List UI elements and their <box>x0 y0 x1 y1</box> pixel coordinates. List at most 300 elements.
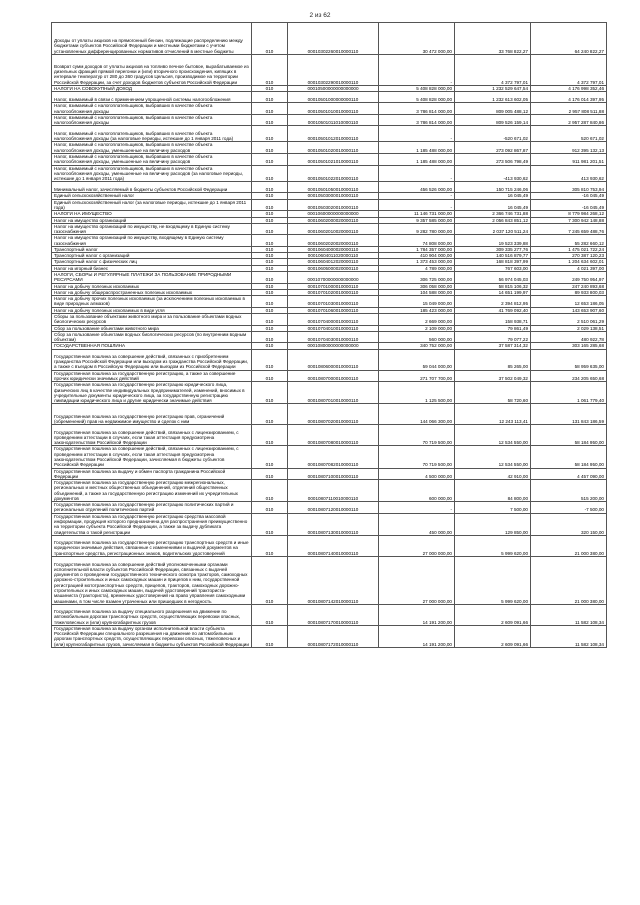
row-executed: 5 999 620,00 <box>455 556 531 604</box>
row-unexecuted: 7 245 659 488,76 <box>531 223 607 235</box>
row-unexecuted: 4 176 998 352,46 <box>531 86 607 92</box>
row-budget-code: 00010501022010000110 <box>288 165 379 182</box>
row-approved: 1 373 453 000,00 <box>379 259 455 265</box>
row-name: Возврат сумм доходов от уплаты акцизов на топливо печное бытовое, вырабатываемое из дизельных фракций прямой перегонки и (или) вторичного происхождения, кипящих в интервале температур от 280 до 360 градусов Цельсия, производимое на территории Российской Федерации, за счет доходов бюджетов субъектов Российской Федерации <box>52 55 252 86</box>
row-budget-code: 00010503020010000110 <box>288 199 379 211</box>
row-line-code: 010 <box>252 235 288 247</box>
row-executed: 809 526 159,14 <box>455 114 531 126</box>
row-unexecuted: 2 029 138,51 <box>531 325 607 331</box>
table-row <box>52 92 607 103</box>
row-approved: 306 058 000,00 <box>379 283 455 289</box>
table-row <box>52 625 607 647</box>
row-line-code: 010 <box>252 265 288 271</box>
table-row <box>52 289 607 295</box>
row-unexecuted: 305 810 753,94 <box>531 182 607 193</box>
row-approved: 11 146 731 000,00 <box>379 211 455 217</box>
row-name: Налог на имущество организаций <box>52 217 252 223</box>
row-name: Налог, взимаемый с налогоплательщиков, выбравших в качестве объекта налогообложения доходы, уменьшенные на величину расходов <box>52 142 252 154</box>
row-executed: 41 769 092,40 <box>455 307 531 313</box>
row-unexecuted: 89 933 800,03 <box>531 289 607 295</box>
row-name: Доходы от уплаты акцизов на прямогонный бензин, подлежащие распределению между бюджетами субъектов Российской Федерации и местными бюджетами с учетом установленных дифференцированных нормативов отчислений в местные бюджеты <box>52 23 252 55</box>
row-unexecuted: 249 750 954,97 <box>531 272 607 284</box>
row-name: Налог на игорный бизнес <box>52 265 252 271</box>
row-unexecuted: 480 922,78 <box>531 331 607 343</box>
row-executed: 14 651 199,97 <box>455 289 531 295</box>
row-name: Налог, взимаемый с налогоплательщиков, выбравших в качестве объекта налогообложения доходы (за налоговые периоды, истекшие до 1 января 2011 года) <box>52 126 252 142</box>
income-report-table <box>51 22 607 648</box>
row-approved: 600 000,00 <box>379 480 455 502</box>
row-budget-code: 00010807100010000110 <box>288 468 379 480</box>
row-unexecuted: 1 475 021 722,24 <box>531 246 607 252</box>
row-name: Налог, взимаемый с налогоплательщиков, выбравших в качестве объекта налогообложения доходы, уменьшенные на величину расходов <box>52 153 252 165</box>
row-budget-code: 00010602020020000110 <box>288 235 379 247</box>
row-budget-code: 00010604000020000110 <box>288 246 379 252</box>
row-budget-code: 00010701000010000110 <box>288 283 379 289</box>
row-unexecuted: 58 184 950,00 <box>531 446 607 468</box>
table-row <box>52 325 607 331</box>
row-executed: -413 930,62 <box>455 165 531 182</box>
row-budget-code: 00010807120010000110 <box>288 502 379 514</box>
row-unexecuted: 12 653 186,05 <box>531 296 607 308</box>
row-executed: 19 523 339,88 <box>455 235 531 247</box>
row-executed: 809 005 488,12 <box>455 103 531 115</box>
row-budget-code: 00010302290010000110 <box>288 55 379 86</box>
row-unexecuted: 270 387 120,23 <box>531 253 607 259</box>
row-name: Налог, взимаемый с налогоплательщиков, выбравших в качестве объекта налогообложения доходы <box>52 103 252 115</box>
row-approved: 15 049 000,00 <box>379 296 455 308</box>
row-executed: 309 335 277,76 <box>455 246 531 252</box>
row-approved: - <box>379 165 455 182</box>
table-row <box>52 425 607 446</box>
row-budget-code: 00010501012010000110 <box>288 126 379 142</box>
row-line-code: 010 <box>252 370 288 382</box>
row-executed: 129 850,00 <box>455 513 531 535</box>
row-approved: 1 185 488 000,00 <box>379 142 455 154</box>
row-line-code: 010 <box>252 199 288 211</box>
row-executed: 16 045,49 <box>455 193 531 199</box>
row-approved: 185 423 000,00 <box>379 307 455 313</box>
row-budget-code: 00010701060010000110 <box>288 307 379 313</box>
row-unexecuted: 58 959 635,00 <box>531 349 607 370</box>
row-approved: 5 408 828 000,00 <box>379 92 455 103</box>
row-budget-code: 00010501000000000110 <box>288 92 379 103</box>
row-executed: 1 232 529 647,54 <box>455 86 531 92</box>
row-approved: 9 282 780 000,00 <box>379 223 455 235</box>
row-line-code: 010 <box>252 535 288 556</box>
table-row <box>52 556 607 604</box>
row-executed: 158 938,71 <box>455 314 531 326</box>
row-executed: 4 372 797,01 <box>455 55 531 86</box>
row-budget-code: 00010501050010000110 <box>288 182 379 193</box>
row-line-code: 010 <box>252 349 288 370</box>
row-line-code: 010 <box>252 217 288 223</box>
row-name: Единый сельскохозяйственный налог (за налоговые периоды, истекшие до 1 января 2011 года) <box>52 199 252 211</box>
row-unexecuted: 55 282 660,12 <box>531 235 607 247</box>
row-approved: 70 719 500,00 <box>379 425 455 446</box>
row-line-code: 010 <box>252 325 288 331</box>
row-line-code: 010 <box>252 103 288 115</box>
row-approved: 59 044 000,00 <box>379 349 455 370</box>
table-row <box>52 165 607 182</box>
row-unexecuted: 320 150,00 <box>531 513 607 535</box>
row-name: НАЛОГИ НА СОВОКУПНЫЙ ДОХОД <box>52 86 252 92</box>
row-executed: 150 715 246,06 <box>455 182 531 193</box>
row-executed: 5 999 620,00 <box>455 535 531 556</box>
row-name: Государственная пошлина за государственную регистрацию межрегиональных, региональных и местных общественных объединений, отделений общественных объединений, а также за государственную регистрацию изменений их учредительных документов <box>52 480 252 502</box>
table-row <box>52 142 607 154</box>
row-unexecuted: 11 582 108,34 <box>531 625 607 647</box>
row-budget-code: 00010807082010000110 <box>288 446 379 468</box>
row-approved: 4 789 000,00 <box>379 265 455 271</box>
row-line-code: 010 <box>252 314 288 326</box>
row-budget-code: 00010701020010000110 <box>288 289 379 295</box>
row-line-code: 010 <box>252 259 288 265</box>
row-approved: 450 000,00 <box>379 513 455 535</box>
row-budget-code: 00010807080010000110 <box>288 425 379 446</box>
row-line-code: 010 <box>252 142 288 154</box>
row-name: Налог на добычу полезных ископаемых <box>52 283 252 289</box>
row-budget-code: 00010605000020000110 <box>288 265 379 271</box>
row-executed: 58 815 106,32 <box>455 283 531 289</box>
row-executed: 12 243 113,41 <box>455 404 531 425</box>
row-name: Государственная пошлина за государственную регистрацию транспортных средств и иные юридически значимые действия, связанные с изменениями и выдачей документов на транспортные средства, регистрационных знаков, водительских удостоверений <box>52 535 252 556</box>
table-row <box>52 259 607 265</box>
row-name: Налог, взимаемый в связи с применением упрощенной системы налогообложения <box>52 92 252 103</box>
row-line-code: 010 <box>252 296 288 308</box>
row-unexecuted: 4 176 014 397,95 <box>531 92 607 103</box>
row-name: Государственная пошлина за выдачу специального разрешения на движение по автомобильным дорогам транспортных средств, осуществляющих перевозки опасных, тяжеловесных и (или) крупногабаритных грузов <box>52 604 252 625</box>
row-approved: 104 588 000,00 <box>379 289 455 295</box>
row-name: Транспортный налог с физических лиц <box>52 259 252 265</box>
row-name: Сборы за пользование объектами животного мира и за пользование объектами водных биологических ресурсов <box>52 314 252 326</box>
row-unexecuted: 912 395 132,13 <box>531 142 607 154</box>
row-unexecuted: 303 165 285,68 <box>531 343 607 349</box>
row-unexecuted: 58 184 950,00 <box>531 425 607 446</box>
row-name: Транспортный налог с организаций <box>52 253 252 259</box>
table-row <box>52 283 607 289</box>
row-executed: 37 502 049,32 <box>455 370 531 382</box>
row-budget-code: 00010704010010000110 <box>288 325 379 331</box>
row-executed: 273 092 867,87 <box>455 142 531 154</box>
row-unexecuted: 143 653 907,60 <box>531 307 607 313</box>
table-row <box>52 307 607 313</box>
row-approved: 5 408 828 000,00 <box>379 86 455 92</box>
row-name: Налог, взимаемый с налогоплательщиков, выбравших в качестве объекта налогообложения доходы, уменьшенные на величину расходов (за налоговые периоды, истекшие до 1 января 2011 года) <box>52 165 252 182</box>
row-line-code: 010 <box>252 343 288 349</box>
row-line-code: 010 <box>252 604 288 625</box>
row-budget-code: 00010602010020000110 <box>288 223 379 235</box>
row-name: Налог на имущество организаций по имуществу, входящему в Единую систему газоснабжения <box>52 235 252 247</box>
row-unexecuted: 520 671,02 <box>531 126 607 142</box>
row-budget-code: 00010701030010000110 <box>288 296 379 308</box>
row-approved: 410 904 000,00 <box>379 253 455 259</box>
table-row <box>52 446 607 468</box>
row-name: Сбор за пользование объектами животного мира <box>52 325 252 331</box>
row-name: Государственная пошлина за выдачу органом исполнительной власти субъекта Российской Федерации специального разрешения на движение по автомобильным дорогам транспортных средств, осуществляющих перевозки опасных, тяжеловесных и (или) крупногабаритных грузов, зачисляемая в бюджеты субъектов Российской Федерации <box>52 625 252 647</box>
row-line-code: 010 <box>252 223 288 235</box>
row-budget-code: 00010704000010000110 <box>288 314 379 326</box>
table-row <box>52 103 607 115</box>
row-budget-code: 00010800000000000000 <box>288 343 379 349</box>
table-row <box>52 535 607 556</box>
row-executed: 2 394 812,95 <box>455 296 531 308</box>
row-unexecuted: 413 930,62 <box>531 165 607 182</box>
row-unexecuted: 4 457 090,00 <box>531 468 607 480</box>
row-line-code: 010 <box>252 289 288 295</box>
row-budget-code: 00010807130010000110 <box>288 513 379 535</box>
table-row <box>52 182 607 193</box>
row-unexecuted: 2 957 287 840,86 <box>531 114 607 126</box>
row-line-code: 010 <box>252 126 288 142</box>
row-line-code: 010 <box>252 502 288 514</box>
row-budget-code: 00010600000000000000 <box>288 211 379 217</box>
row-unexecuted: 911 981 201,51 <box>531 153 607 165</box>
row-budget-code: 00010500000000000000 <box>288 86 379 92</box>
row-approved: 14 191 200,00 <box>379 604 455 625</box>
table-row <box>52 126 607 142</box>
row-unexecuted: -16 045,49 <box>531 193 607 199</box>
table-row <box>52 272 607 284</box>
row-unexecuted: 234 205 650,68 <box>531 370 607 382</box>
row-line-code: 010 <box>252 86 288 92</box>
row-line-code: 010 <box>252 193 288 199</box>
table-row <box>52 404 607 425</box>
table-row <box>52 223 607 235</box>
row-approved: - <box>379 199 455 211</box>
row-unexecuted: 1 061 779,40 <box>531 382 607 404</box>
row-line-code: 010 <box>252 153 288 165</box>
row-executed: 2 056 843 851,12 <box>455 217 531 223</box>
row-approved: 27 000 000,00 <box>379 535 455 556</box>
row-approved: 70 719 500,00 <box>379 446 455 468</box>
row-approved: 27 000 000,00 <box>379 556 455 604</box>
row-budget-code: 00010302260010000110 <box>288 23 379 55</box>
table-row <box>52 114 607 126</box>
table-row <box>52 480 607 502</box>
row-approved: 14 191 200,00 <box>379 625 455 647</box>
row-line-code: 010 <box>252 404 288 425</box>
row-executed: 12 534 550,00 <box>455 425 531 446</box>
row-budget-code: 00010807140010000110 <box>288 535 379 556</box>
row-name: Единый сельскохозяйственный налог <box>52 193 252 199</box>
row-executed: 79 077,22 <box>455 331 531 343</box>
row-budget-code: 00010807000010000110 <box>288 370 379 382</box>
row-budget-code: 00010807110010000110 <box>288 480 379 502</box>
row-approved: 9 357 585 000,00 <box>379 217 455 223</box>
row-executed: 33 768 822,27 <box>455 23 531 55</box>
row-budget-code: 00010807170010000110 <box>288 604 379 625</box>
row-unexecuted: 8 779 984 268,12 <box>531 211 607 217</box>
row-name: Налог на добычу полезных ископаемых в виде угля <box>52 307 252 313</box>
row-approved: 306 725 000,00 <box>379 272 455 284</box>
row-executed: 168 818 397,99 <box>455 259 531 265</box>
row-approved: - <box>379 126 455 142</box>
row-executed: 2 609 091,66 <box>455 604 531 625</box>
row-budget-code: 00010501021010000110 <box>288 153 379 165</box>
table-row <box>52 349 607 370</box>
row-name: Государственная пошлина за совершение действий, связанных с лицензированием, с проведением аттестации в случаях, если такая аттестация предусмотрена законодательством Российской Федерации <box>52 425 252 446</box>
table-row <box>52 23 607 55</box>
row-line-code: 010 <box>252 92 288 103</box>
row-unexecuted: 2 957 808 511,88 <box>531 103 607 115</box>
table-row <box>52 370 607 382</box>
row-name: Сбор за пользование объектами водных биологических ресурсов (по внутренним водным объектам) <box>52 331 252 343</box>
row-unexecuted: 64 240 822,27 <box>531 23 607 55</box>
row-approved: 271 707 700,00 <box>379 370 455 382</box>
row-line-code: 010 <box>252 446 288 468</box>
row-name: Минимальный налог, зачисляемый в бюджеты субъектов Российской Федерации <box>52 182 252 193</box>
table-body <box>52 23 607 648</box>
row-name: Транспортный налог <box>52 246 252 252</box>
row-name: Налог, взимаемый с налогоплательщиков, выбравших в качестве объекта налогообложения доходы <box>52 114 252 126</box>
row-line-code: 010 <box>252 55 288 86</box>
row-executed: 2 609 091,66 <box>455 625 531 647</box>
row-executed: 12 534 550,00 <box>455 446 531 468</box>
row-budget-code: 00010807172010000110 <box>288 625 379 647</box>
row-executed: 140 516 879,77 <box>455 253 531 259</box>
row-name: Государственная пошлина за совершение действий уполномоченными органами исполнительной власти субъектов Российской Федерации, связанных с выдачей документов о проведении государственного технического осмотра тракторов, самоходных дорожно-строительных и иных самоходных машин и прицепов к ним, государственной регистрацией мототранспортных средств, прицепов, тракторов, самоходных дорожно-строительных и иных самоходных машин, выдачей удостоверений тракториста-машиниста (тракториста), временных удостоверений на право управления самоходными машинами, в том числе взамен утраченных или пришедших в негодность <box>52 556 252 604</box>
row-unexecuted: 131 843 186,59 <box>531 404 607 425</box>
row-approved: 2 669 000,00 <box>379 314 455 326</box>
table-row <box>52 235 607 247</box>
table-row <box>52 153 607 165</box>
table-row <box>52 382 607 404</box>
row-line-code: 010 <box>252 468 288 480</box>
table-row <box>52 468 607 480</box>
row-executed: 56 974 045,03 <box>455 272 531 284</box>
row-unexecuted: 4 021 397,00 <box>531 265 607 271</box>
row-unexecuted: 1 204 634 602,01 <box>531 259 607 265</box>
row-unexecuted: 4 372 797,01 <box>531 55 607 86</box>
row-unexecuted: 11 582 108,34 <box>531 604 607 625</box>
row-line-code: 010 <box>252 513 288 535</box>
row-name: Государственная пошлина за совершение действий, связанных с приобретением гражданства Российской Федерации или выходом из гражданства Российской Федерации, а также с въездом в Российскую Федерацию или выездом из Российской Федерации <box>52 349 252 370</box>
row-executed: 42 910,00 <box>455 468 531 480</box>
row-executed: 7 500,00 <box>455 502 531 514</box>
table-row <box>52 331 607 343</box>
row-line-code: 010 <box>252 480 288 502</box>
row-line-code: 010 <box>252 625 288 647</box>
table-row <box>52 513 607 535</box>
row-executed: 85 265,00 <box>455 349 531 370</box>
row-executed: 37 587 314,32 <box>455 343 531 349</box>
row-unexecuted: -7 500,00 <box>531 502 607 514</box>
row-approved: 2 109 000,00 <box>379 325 455 331</box>
page-number: 2 из 62 <box>309 12 331 19</box>
row-name: Государственная пошлина за государственную регистрацию средства массовой информации, продукция которого предназначена для распространения преимущественно на территории субъекта Российской Федерации, а также за выдачу дубликата свидетельства о такой регистрации <box>52 513 252 535</box>
row-budget-code: 00010604011020000110 <box>288 253 379 259</box>
row-budget-code: 00010604012020000110 <box>288 259 379 265</box>
row-executed: 79 861,49 <box>455 325 531 331</box>
row-budget-code: 00010501011010000110 <box>288 114 379 126</box>
row-budget-code: 00010807142010000110 <box>288 556 379 604</box>
row-executed: 58 720,60 <box>455 382 531 404</box>
row-unexecuted: -16 045,49 <box>531 199 607 211</box>
row-line-code: 010 <box>252 165 288 182</box>
row-budget-code: 00010602000020000110 <box>288 217 379 223</box>
row-line-code: 010 <box>252 253 288 259</box>
row-name: ГОСУДАРСТВЕННАЯ ПОШЛИНА <box>52 343 252 349</box>
row-approved: 144 066 300,00 <box>379 404 455 425</box>
row-approved: 340 752 000,00 <box>379 343 455 349</box>
row-budget-code: 00010503000010000110 <box>288 193 379 199</box>
row-budget-code: 00010807010010000110 <box>288 382 379 404</box>
row-line-code: 010 <box>252 307 288 313</box>
row-approved: 1 185 488 000,00 <box>379 153 455 165</box>
row-executed: 1 232 613 602,05 <box>455 92 531 103</box>
table-row <box>52 604 607 625</box>
row-approved: - <box>379 55 455 86</box>
row-executed: 273 506 798,49 <box>455 153 531 165</box>
row-line-code: 010 <box>252 211 288 217</box>
row-unexecuted: 515 200,00 <box>531 480 607 502</box>
row-line-code: 010 <box>252 283 288 289</box>
row-line-code: 010 <box>252 272 288 284</box>
table-row <box>52 55 607 86</box>
row-name: НАЛОГИ НА ИМУЩЕСТВО <box>52 211 252 217</box>
row-budget-code: 00010806000010000110 <box>288 349 379 370</box>
row-budget-code: 00010501020010000110 <box>288 142 379 154</box>
row-name: Налог на добычу общераспространенных полезных ископаемых <box>52 289 252 295</box>
row-name: Налог на имущество организаций по имуществу, не входящему в Единую систему газоснабжения <box>52 223 252 235</box>
row-line-code: 010 <box>252 556 288 604</box>
row-approved: - <box>379 502 455 514</box>
row-executed: 2 366 746 731,88 <box>455 211 531 217</box>
row-executed: 2 037 120 511,24 <box>455 223 531 235</box>
row-executed: 767 603,00 <box>455 265 531 271</box>
row-unexecuted: 21 000 380,00 <box>531 556 607 604</box>
row-line-code: 010 <box>252 114 288 126</box>
row-line-code: 010 <box>252 23 288 55</box>
row-line-code: 010 <box>252 331 288 343</box>
row-name: Государственная пошлина за выдачу и обмен паспорта гражданина Российской Федерации <box>52 468 252 480</box>
row-name: Государственная пошлина за государственную регистрацию, а также за совершение прочих юридически значимых действий <box>52 370 252 382</box>
row-name: Государственная пошлина за государственную регистрацию юридического лица, физических лиц в качестве индивидуальных предпринимателей, изменений, вносимых в учредительные документы юридического лица, за государственную регистрацию ликвидации юридического лица и другие юридически значимые действия <box>52 382 252 404</box>
row-unexecuted: 247 240 893,68 <box>531 283 607 289</box>
row-executed: 84 800,00 <box>455 480 531 502</box>
row-name: Государственная пошлина за государственную регистрацию политических партий и региональных отделений политических партий <box>52 502 252 514</box>
table-row <box>52 296 607 308</box>
row-approved: 74 808 000,00 <box>379 235 455 247</box>
row-unexecuted: 7 300 942 148,88 <box>531 217 607 223</box>
row-budget-code: 00010501010010000110 <box>288 103 379 115</box>
row-name: Налог на добычу прочих полезных ископаемых (за исключением полезных ископаемых в виде природных алмазов) <box>52 296 252 308</box>
table-row <box>52 502 607 514</box>
row-line-code: 010 <box>252 182 288 193</box>
row-line-code: 010 <box>252 246 288 252</box>
row-approved: 456 526 000,00 <box>379 182 455 193</box>
row-budget-code: 00010704030010000110 <box>288 331 379 343</box>
row-name: Государственная пошлина за государственную регистрацию прав, ограничений (обременений) прав на недвижимое имущество и сделок с ним <box>52 404 252 425</box>
row-approved: 3 786 814 000,00 <box>379 103 455 115</box>
row-approved: 1 784 357 000,00 <box>379 246 455 252</box>
row-unexecuted: 21 000 380,00 <box>531 535 607 556</box>
row-name: НАЛОГИ, СБОРЫ И РЕГУЛЯРНЫЕ ПЛАТЕЖИ ЗА ПОЛЬЗОВАНИЕ ПРИРОДНЫМИ РЕСУРСАМИ <box>52 272 252 284</box>
row-approved: - <box>379 193 455 199</box>
row-budget-code: 00010807020010000110 <box>288 404 379 425</box>
table-row <box>52 199 607 211</box>
row-unexecuted: 2 510 061,29 <box>531 314 607 326</box>
row-approved: 30 472 000,00 <box>379 23 455 55</box>
row-budget-code: 00010700000000000000 <box>288 272 379 284</box>
row-approved: 1 125 500,00 <box>379 382 455 404</box>
row-approved: 560 000,00 <box>379 331 455 343</box>
row-executed: 16 045,49 <box>455 199 531 211</box>
table-row <box>52 314 607 326</box>
row-executed: -520 671,02 <box>455 126 531 142</box>
row-line-code: 010 <box>252 425 288 446</box>
row-approved: 3 786 814 000,00 <box>379 114 455 126</box>
